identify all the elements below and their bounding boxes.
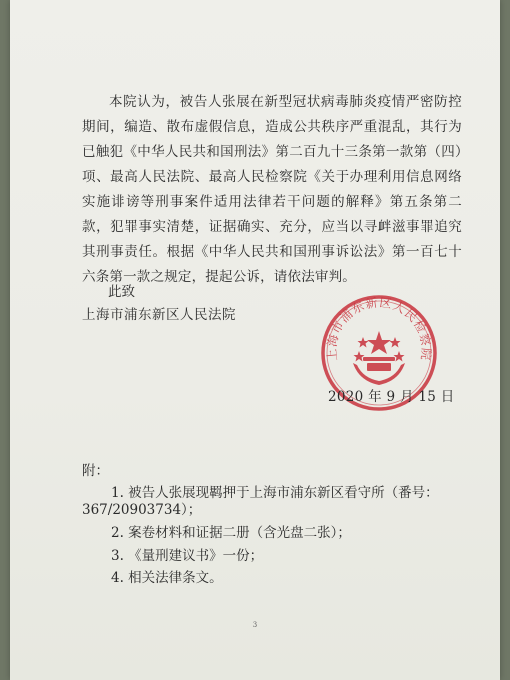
attachment-item-3: 3. 《量刑建议书》一份；	[111, 548, 264, 564]
attachment-item-1: 1. 被告人张展现羁押于上海市浦东新区看守所（番号：	[111, 485, 439, 501]
document-page	[10, 0, 500, 680]
recipient: 上海市浦东新区人民法院	[82, 307, 236, 323]
attachment-item-1-cont: 367/20903734）；	[82, 502, 202, 518]
svg-text:上海市浦东新区人民检察院	[324, 295, 435, 361]
attachment-item-4: 4. 相关法律条文。	[111, 570, 223, 586]
main-paragraph: 本院认为，被告人张展在新型冠状病毒肺炎疫情严密防控期间，编造、散布虚假信息，造成公共秩序严重混乱，其行为已触犯《中华人民共和国刑法》第二百九十三条第一款第（四）项、最高人民法院、最高人民检察院《关于办理利用信息网络实施诽谤等刑事案件适用法律若干问题的解释》第五条第二款，犯罪事实清楚，证据确实、充分，应当以寻衅滋事罪追究其刑事责任。根据《中华人民共和国刑事诉讼法》第一百七十六条第一款之规定，提起公诉，请依法审判。	[82, 94, 462, 285]
attachment-heading: 附：	[82, 463, 109, 479]
page-number: 3	[252, 621, 258, 629]
seal-text: 上海市浦东新区人民检察院	[324, 295, 434, 362]
document-date: 2020 年 9 月 15 日	[328, 389, 455, 405]
salutation: 此致	[108, 284, 135, 300]
attachment-item-2: 2. 案卷材料和证据二册（含光盘二张）；	[111, 525, 351, 541]
